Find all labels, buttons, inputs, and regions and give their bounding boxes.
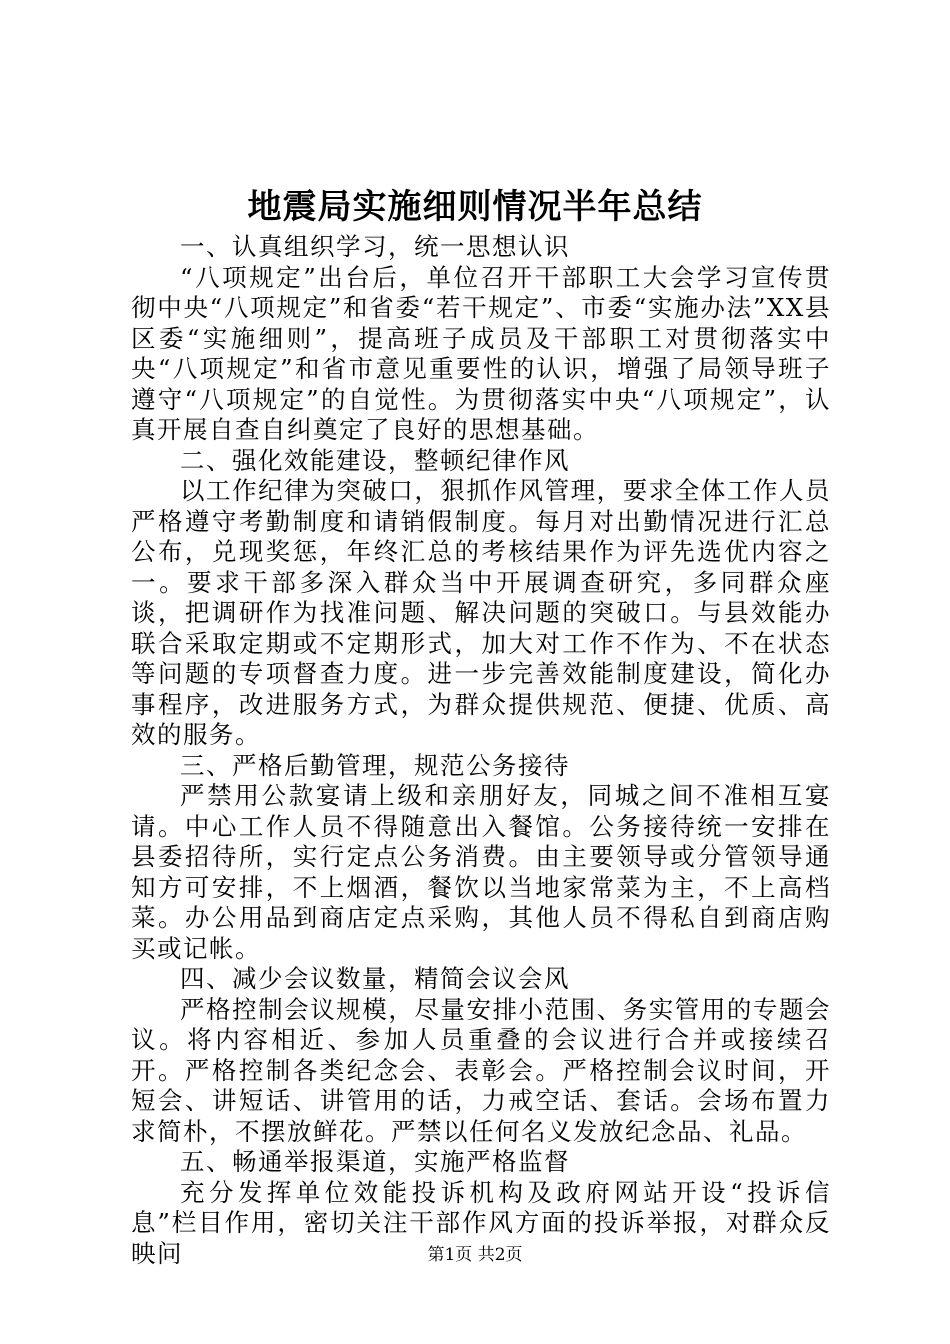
section-paragraph-3: 严禁用公款宴请上级和亲朋好友，同城之间不准相互宴请。中心工作人员不得随意出入餐馆。公务接待统一安排在县委招待所，实行定点公务消费。由主要领导或分管领导通知方可安排，不上烟酒，餐饮以当地家常菜为主，不上高档菜。办公用品到商店定点采购，其他人员不得私自到商店购买或记帐。	[131, 781, 831, 963]
section-paragraph-1: “八项规定”出台后，单位召开干部职工大会学习宣传贯彻中央“八项规定”和省委“若干规定”、市委“实施办法”XX县区委“实施细则”，提高班子成员及干部职工对贯彻落实中央“八项规定”和省市意见重要性的认识，增强了局领导班子遵守“八项规定”的自觉性。为贯彻落实中央“八项规定”，认真开展自查自纠奠定了良好的思想基础。	[131, 262, 831, 444]
document-body	[131, 232, 831, 1269]
section-heading-3: 三、严格后勤管理，规范公务接待	[180, 750, 570, 780]
section-heading-2: 二、强化效能建设，整顿纪律作风	[180, 445, 570, 475]
section-paragraph-4: 严格控制会议规模，尽量安排小范围、务实管用的专题会议。将内容相近、参加人员重叠的会议进行合并或接续召开。严格控制各类纪念会、表彰会。严格控制会议时间，开短会、讲短话、讲管用的话，力戒空话、套话。会场布置力求简朴，不摆放鲜花。严禁以任何名义发放纪念品、礼品。	[131, 994, 831, 1146]
document-title: 地震局实施细则情况半年总结	[247, 187, 703, 227]
section-heading-4: 四、减少会议数量，精简会议会风	[180, 964, 570, 993]
section-heading-5: 五、畅通举报渠道，实施严格监督	[180, 1147, 570, 1176]
section-paragraph-5: 充分发挥单位效能投诉机构及政府网站开设“投诉信息”栏目作用，密切关注干部作风方面的投诉举报，对群众反映问	[131, 1177, 831, 1268]
section-heading-1: 一、认真组织学习，统一思想认识	[180, 232, 570, 261]
page-number-footer: 第1页 共2页	[427, 1245, 523, 1265]
section-paragraph-2: 以工作纪律为突破口，狠抓作风管理，要求全体工作人员严格遵守考勤制度和请销假制度。每月对出勤情况进行汇总公布，兑现奖惩，年终汇总的考核结果作为评先选优内容之一。要求干部多深入群众当中开展调查研究，多同群众座谈，把调研作为找准问题、解决问题的突破口。与县效能办联合采取定期或不定期形式，加大对工作不作为、不在状态等问题的专项督查力度。进一步完善效能制度建设，简化办事程序，改进服务方式，为群众提供规范、便捷、优质、高效的服务。	[131, 476, 831, 749]
